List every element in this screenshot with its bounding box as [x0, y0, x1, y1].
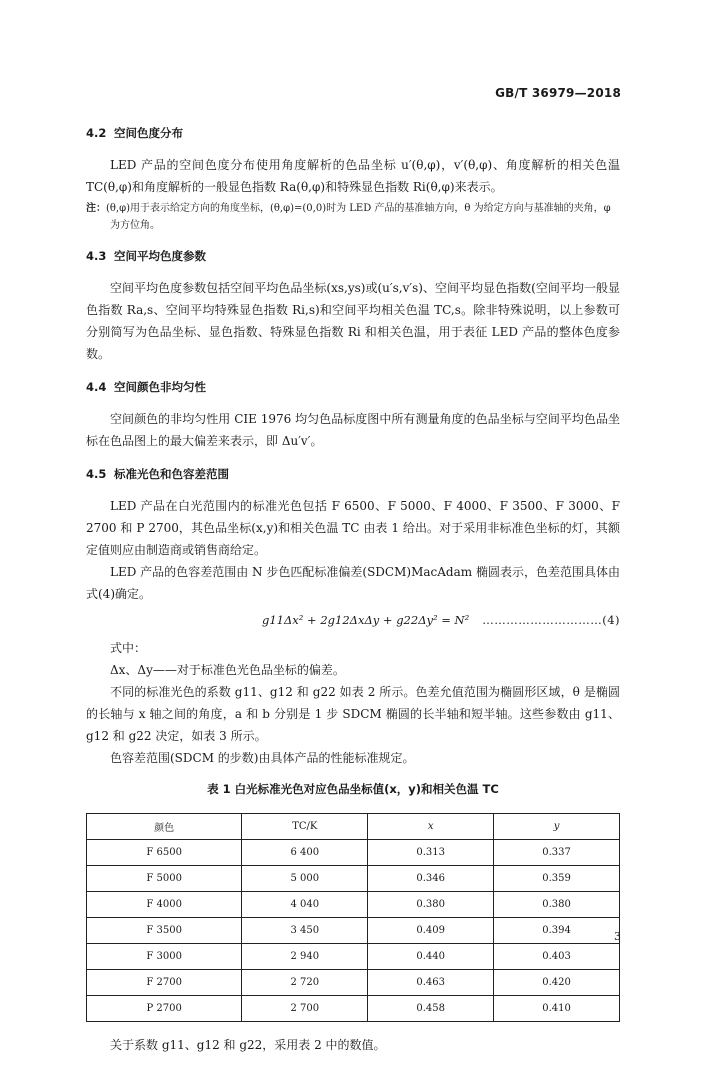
table-row — [87, 944, 620, 970]
section-title: 空间平均色度参数 — [114, 249, 206, 263]
color-coordinates-table — [86, 813, 620, 1022]
table-cell: 6 400 — [242, 840, 368, 866]
table-cell: F 6500 — [87, 840, 242, 866]
table-cell: 4 040 — [242, 892, 368, 918]
table-cell: 2 720 — [242, 970, 368, 996]
paragraph: 空间平均色度参数包括空间平均色品坐标(xs,ys)或(u′s,v′s)、空间平均显色指数(空间平均一般显色指数 Ra,s、空间平均特殊显色指数 Ri,s)和空间平均相关色温 TC,s。除非特殊说明，以上参数可分别简写为色品坐标、显色指数、特殊显色指数 Ri 和相关色温，用于表征 LED 产品的整体色度参数。 — [86, 281, 620, 361]
table-cell: 5 000 — [242, 866, 368, 892]
section-4-2 — [86, 125, 620, 234]
table-cell: 0.463 — [368, 970, 494, 996]
header-cell: y — [494, 814, 620, 840]
table-row — [87, 970, 620, 996]
table-cell: 0.394 — [494, 918, 620, 944]
section-title: 标准光色和色容差范围 — [114, 467, 229, 481]
section-number: 4.2 — [86, 126, 107, 140]
section-heading — [86, 125, 620, 141]
note-text: (θ,φ)用于表示给定方向的角度坐标，(θ,φ)=(0,0)时为 LED 产品的基准轴方向，θ 为给定方向与基准轴的夹角，φ 为方位角。 — [106, 203, 611, 231]
paragraph: 不同的标准光色的系数 g11、g12 和 g22 如表 2 所示。色差允值范围为椭圆形区域，θ 是椭圆的长轴与 x 轴之间的角度，a 和 b 分别是 1 步 SDCM 椭圆的长半轴和短半轴。这些参数由 g11、g12 和 g22 决定，如表 3 所示。 — [86, 685, 620, 743]
where-label: 式中： — [110, 641, 147, 655]
table-cell: 0.337 — [494, 840, 620, 866]
table-cell: 0.359 — [494, 866, 620, 892]
section-heading — [86, 379, 620, 395]
table-cell: 0.410 — [494, 996, 620, 1022]
section-4-4 — [86, 379, 620, 452]
table-cell: 0.346 — [368, 866, 494, 892]
table-cell: 3 450 — [242, 918, 368, 944]
paragraph: LED 产品在白光范围内的标准光色包括 F 6500、F 5000、F 4000、F 3500、F 3000、F 2700 和 P 2700，其色品坐标(x,y)和相关色温 TC 由表 1 给出。对于采用非标准色坐标的灯，其额定值则应由制造商或销售商给定。 — [86, 499, 620, 557]
header-cell: 颜色 — [87, 814, 242, 840]
header-cell: TC/K — [242, 814, 368, 840]
note-label: 注： — [86, 203, 106, 214]
paragraph: 色容差范围(SDCM 的步数)由具体产品的性能标准规定。 — [110, 751, 415, 765]
formula: g11Δx² + 2g12ΔxΔy + g22Δy² = N² — [262, 613, 470, 627]
table-cell: F 4000 — [87, 892, 242, 918]
table-cell: 0.458 — [368, 996, 494, 1022]
table-row — [87, 866, 620, 892]
table-row — [87, 840, 620, 866]
table-cell: 0.409 — [368, 918, 494, 944]
where-item: Δx、Δy——对于标准色光色品坐标的偏差。 — [110, 663, 345, 677]
table-row — [87, 918, 620, 944]
formula-number: …………………………(4) — [482, 613, 620, 627]
paragraph: 关于系数 g11、g12 和 g22，采用表 2 中的数值。 — [110, 1038, 386, 1052]
table-cell: 0.420 — [494, 970, 620, 996]
table-header-row — [87, 814, 620, 840]
table-cell: 0.380 — [368, 892, 494, 918]
section-heading — [86, 466, 620, 482]
document-body — [86, 125, 620, 1068]
table-cell: 0.380 — [494, 892, 620, 918]
section-heading — [86, 248, 620, 264]
table-cell: 0.440 — [368, 944, 494, 970]
section-number: 4.3 — [86, 249, 107, 263]
table-title: 表 1 白光标准光色对应色品坐标值(x，y)和相关色温 TC — [207, 782, 499, 796]
table-cell: 2 700 — [242, 996, 368, 1022]
header-cell: x — [368, 814, 494, 840]
paragraph: LED 产品的空间色度分布使用角度解析的色品坐标 u′(θ,φ)，v′(θ,φ)、角度解析的相关色温 TC(θ,φ)和角度解析的一般显色指数 Ra(θ,φ)和特殊显色指数 Ri(θ,φ)来表示。 — [86, 158, 620, 194]
section-number: 4.4 — [86, 380, 107, 394]
table-cell: F 3000 — [87, 944, 242, 970]
section-4-5 — [86, 466, 620, 769]
table-row — [87, 892, 620, 918]
table-cell: F 3500 — [87, 918, 242, 944]
table-cell: 0.403 — [494, 944, 620, 970]
table-cell: P 2700 — [87, 996, 242, 1022]
paragraph: LED 产品的色容差范围由 N 步色匹配标准偏差(SDCM)MacAdam 椭圆表示，色差范围具体由式(4)确定。 — [86, 565, 620, 601]
formula-row — [86, 609, 620, 637]
section-4-3 — [86, 248, 620, 365]
paragraph: 空间颜色的非均匀性用 CIE 1976 均匀色品标度图中所有测量角度的色品坐标与空间平均色品坐标在色品图上的最大偏差来表示，即 Δu′v′。 — [86, 412, 620, 448]
table-row — [87, 996, 620, 1022]
standard-code: GB/T 36979—2018 — [495, 86, 621, 100]
note — [86, 200, 620, 234]
section-title: 空间颜色非均匀性 — [114, 380, 206, 394]
section-number: 4.5 — [86, 467, 107, 481]
table-cell: F 2700 — [87, 970, 242, 996]
section-title: 空间色度分布 — [114, 126, 183, 140]
table-cell: 2 940 — [242, 944, 368, 970]
table-cell: 0.313 — [368, 840, 494, 866]
page-number: 3 — [614, 930, 621, 943]
table-cell: F 5000 — [87, 866, 242, 892]
